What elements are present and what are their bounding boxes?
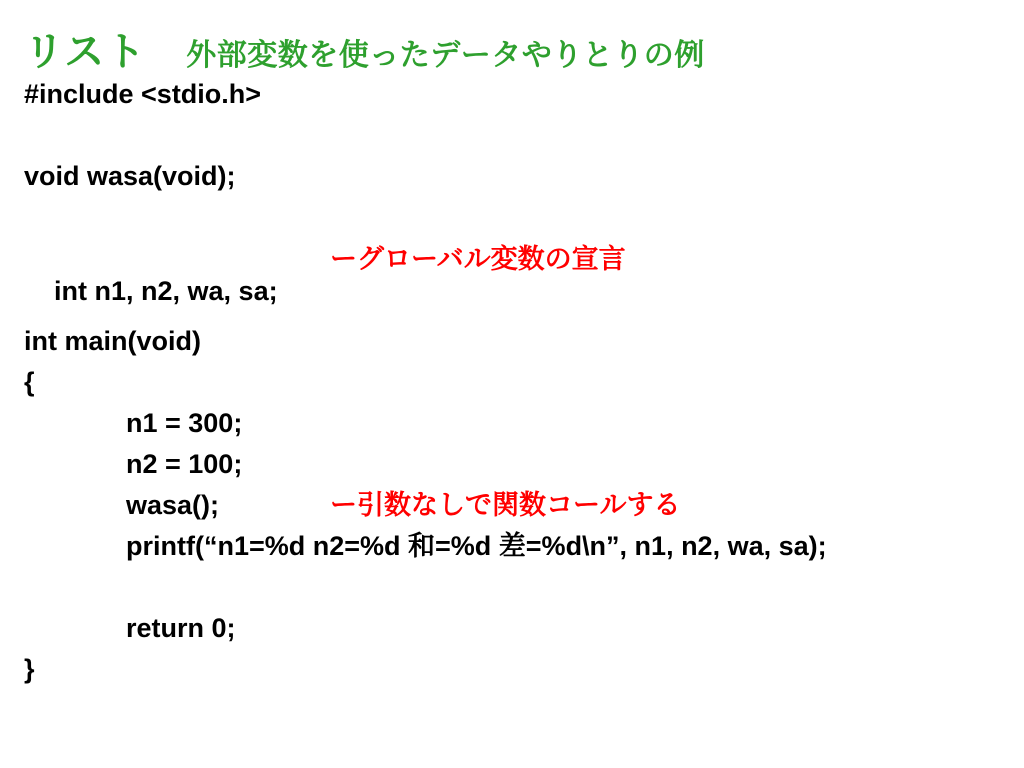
title-main: リスト [24, 30, 147, 74]
code-line-main-signature: int main(void) [24, 326, 201, 356]
code-line-assign-n1: n1 = 300; [126, 408, 243, 438]
code-line-assign-n2: n2 = 100; [126, 449, 243, 479]
call-comment: ー引数なしで関数コールする [330, 490, 681, 520]
code-line-prototype: void wasa(void); [24, 161, 236, 191]
globals-declaration: int n1, n2, wa, sa; [54, 276, 278, 306]
code-line-close-brace: } [24, 654, 35, 684]
code-line-printf: printf(“n1=%d n2=%d 和=%d 差=%d\n”, n1, n2, wa, sa); [126, 531, 827, 561]
globals-comment: ーグローバル変数の宣言 [330, 244, 626, 274]
code-line-include: #include <stdio.h> [24, 79, 262, 109]
code-line-call: wasa(); [126, 490, 220, 520]
slide-title [24, 20, 705, 77]
code-line-open-brace: { [24, 367, 35, 397]
code-line-return: return 0; [126, 613, 236, 643]
title-subtitle: 外部変数を使ったデータやりとりの例 [186, 39, 705, 72]
